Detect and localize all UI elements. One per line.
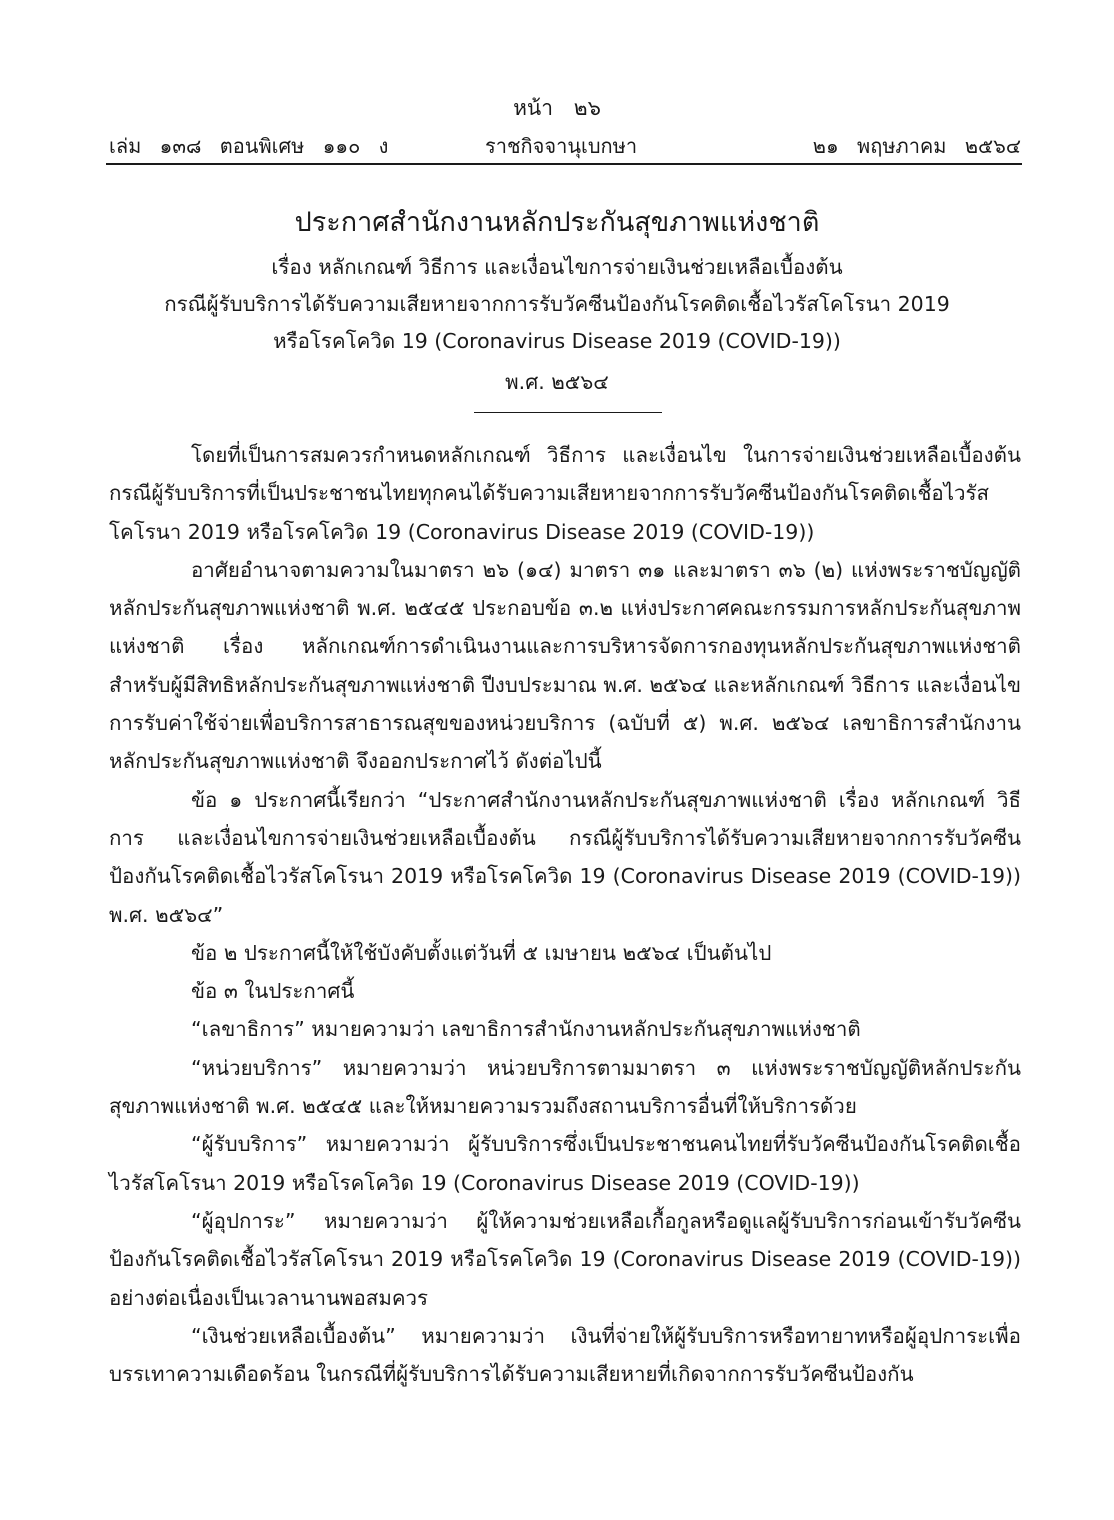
announcement-title: ประกาศสำนักงานหลักประกันสุขภาพแห่งชาติ xyxy=(294,207,820,238)
definition-initial-aid: “เงินช่วยเหลือเบื้องต้น” หมายความว่า เงินที่จ่ายให้ผู้รับบริการหรือทายาทหรือผู้อุปการะเพื่อบรรเทาความเดือดร้อน ในกรณีที่ผู้รับบริการได้รับความเสียหายที่เกิดจากการรับวัคซีนป้องกัน xyxy=(109,1323,1021,1387)
clause-1: ข้อ ๑ ประกาศนี้เรียกว่า “ประกาศสำนักงานหลักประกันสุขภาพแห่งชาติ เรื่อง หลักเกณฑ์ วิธีการ และเงื่อนไขการจ่ายเงินช่วยเหลือเบื้องต้น กรณีผู้รับบริการได้รับความเสียหายจากการรับวัคซีนป้องกันโรคติดเชื้อไวรัสโคโรนา 2019 หรือโรคโควิด 19 (Coronavirus Disease 2019 (COVID-19)) พ.ศ. ๒๕๖๔” xyxy=(109,787,1021,927)
subject-line-3: หรือโรคโควิด 19 (Coronavirus Disease 2019 (COVID-19)) xyxy=(273,329,841,353)
definition-secretary: “เลขาธิการ” หมายความว่า เลขาธิการสำนักงานหลักประกันสุขภาพแห่งชาติ xyxy=(191,1017,861,1042)
header-divider xyxy=(106,163,1022,165)
preamble-paragraph: โดยที่เป็นการสมควรกำหนดหลักเกณฑ์ วิธีการ และเงื่อนไข ในการจ่ายเงินช่วยเหลือเบื้องต้น กรณีผู้รับบริการที่เป็นประชาชนไทยทุกคนได้รับความเสียหายจากการรับวัคซีนป้องกันโรคติดเชื้อไวรัสโคโรนา 2019 หรือโรคโควิด 19 (Coronavirus Disease 2019 (COVID-19)) xyxy=(109,443,1021,544)
volume-info: เล่ม ๑๓๘ ตอนพิเศษ ๑๑๐ ง xyxy=(109,134,389,158)
clause-3: ข้อ ๓ ในประกาศนี้ xyxy=(191,979,355,1004)
definition-service-recipient: “ผู้รับบริการ” หมายความว่า ผู้รับบริการซึ่งเป็นประชาชนคนไทยที่รับวัคซีนป้องกันโรคติดเชื้อไวรัสโคโรนา 2019 หรือโรคโควิด 19 (Coronavirus Disease 2019 (COVID-19)) xyxy=(109,1132,1021,1195)
subject-line-1: เรื่อง หลักเกณฑ์ วิธีการ และเงื่อนไขการจ่ายเงินช่วยเหลือเบื้องต้น xyxy=(271,255,843,279)
clause-2: ข้อ ๒ ประกาศนี้ให้ใช้บังคับตั้งแต่วันที่ ๕ เมษายน ๒๕๖๔ เป็นต้นไป xyxy=(191,940,772,965)
definition-caregiver: “ผู้อุปการะ” หมายความว่า ผู้ให้ความช่วยเหลือเกื้อกูลหรือดูแลผู้รับบริการก่อนเข้ารับวัคซีนป้องกันโรคติดเชื้อไวรัสโคโรนา 2019 หรือโรคโควิด 19 (Coronavirus Disease 2019 (COVID-19)) อย่างต่อเนื่องเป็นเวลานานพอสมควร xyxy=(109,1208,1021,1310)
definition-service-unit: “หน่วยบริการ” หมายความว่า หน่วยบริการตามมาตรา ๓ แห่งพระราชบัญญัติหลักประกันสุขภาพแห่งชาติ พ.ศ. ๒๕๔๕ และให้หมายความรวมถึงสถานบริการอื่นที่ให้บริการด้วย xyxy=(109,1055,1021,1119)
announcement-year: พ.ศ. ๒๕๖๔ xyxy=(505,370,609,394)
authority-paragraph: อาศัยอำนาจตามความในมาตรา ๒๖ (๑๔) มาตรา ๓๑ และมาตรา ๓๖ (๒) แห่งพระราชบัญญัติหลักประกันสุขภาพแห่งชาติ พ.ศ. ๒๕๔๕ ประกอบข้อ ๓.๒ แห่งประกาศคณะกรรมการหลักประกันสุขภาพแห่งชาติ เรื่อง หลักเกณฑ์การดำเนินงานและการบริหารจัดการกองทุนหลักประกันสุขภาพแห่งชาติ สำหรับผู้มีสิทธิหลักประกันสุขภาพแห่งชาติ ปีงบประมาณ พ.ศ. ๒๕๖๔ และหลักเกณฑ์ วิธีการ และเงื่อนไขการรับค่าใช้จ่ายเพื่อบริการสาธารณสุขของหน่วยบริการ (ฉบับที่ ๕) พ.ศ. ๒๕๖๔ เลขาธิการสำนักงานหลักประกันสุขภาพแห่งชาติ จึงออกประกาศไว้ ดังต่อไปนี้ xyxy=(109,557,1021,774)
subject-line-2: กรณีผู้รับบริการได้รับความเสียหายจากการรับวัคซีนป้องกันโรคติดเชื้อไวรัสโคโรนา 2019 xyxy=(164,292,950,316)
publication-date: ๒๑ พฤษภาคม ๒๕๖๔ xyxy=(812,134,1021,158)
title-divider xyxy=(474,412,662,413)
gazette-header xyxy=(109,130,1021,160)
announcement-body xyxy=(109,436,1021,1393)
page-number: หน้า ๒๖ xyxy=(513,96,601,120)
publication-name: ราชกิจจานุเบกษา xyxy=(485,134,638,158)
